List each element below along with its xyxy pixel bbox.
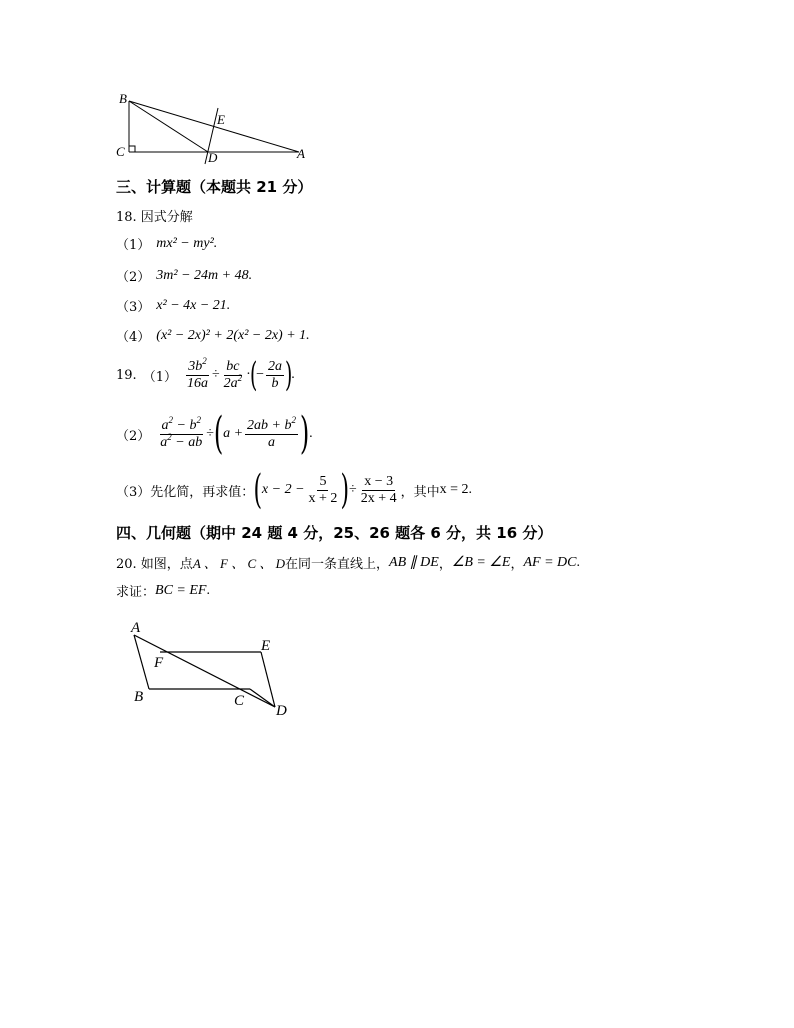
q18-item-2: （2） 3m² − 24m + 48. xyxy=(116,267,253,285)
label-e: E xyxy=(261,638,271,654)
q20-cond-2: ∠B = ∠E xyxy=(451,555,511,570)
frac-2ab-b2-a: $\frac{2ab + b^2}{a}$ xyxy=(247,414,296,450)
section-4-heading: 四、几何题（期中 24 题 4 分，25、26 题各 6 分，共 16 分） xyxy=(116,524,553,542)
label-c: C xyxy=(116,144,125,159)
q18-expr-4: (x² − 2x)² + 2(x² − 2x) + 1. xyxy=(156,327,310,343)
label-d: D xyxy=(276,703,287,719)
q20-prove-expr: BC = EF xyxy=(155,582,207,598)
frac-2a-b: $\frac{2a}{b}$ xyxy=(268,358,282,391)
q19-part-1: 19. （1） $\frac{3b^2}{16a}$ ÷ $\frac{bc}{2a^2}$ · ( − $\frac{2a}{b}$ ) . xyxy=(116,355,295,395)
label-c: C xyxy=(234,693,245,709)
figure-quadrilateral xyxy=(125,615,305,725)
label-a: A xyxy=(297,146,305,161)
q18-item-1: （1） mx² − my². xyxy=(116,235,218,253)
side-ab xyxy=(134,635,149,689)
label-b: B xyxy=(119,91,127,106)
q19-part-3: （3） 先化简，再求值： ( x − 2 − $\frac{5}{x + 2}$ ) ÷ $\frac{x - 3}{2x + 4}$ ，其中 x = 2. xyxy=(116,467,473,513)
section-3-heading: 三、计算题（本题共 21 分） xyxy=(116,178,313,196)
frac-5-x2: $\frac{5}{x + 2}$ xyxy=(308,473,338,506)
label-b: B xyxy=(134,689,144,705)
q18-item-3: （3） x² − 4x − 21. xyxy=(116,297,231,315)
frac-x3-2x4: $\frac{x - 3}{2x + 4}$ xyxy=(360,473,397,506)
q19-p3-text: 先化简，再求值： xyxy=(150,484,255,500)
figure-triangle xyxy=(110,88,320,168)
line-ad xyxy=(134,635,275,707)
q19-part-2: （2） $\frac{a^2 - b^2}{a^2 - ab}$ ÷ ( a + $\frac{2ab + b^2}{a}$ ) . xyxy=(116,408,313,459)
frac-a2b2-a2ab: $\frac{a^2 - b^2}{a^2 - ab}$ xyxy=(160,414,203,450)
q20-statement: 20. 如图，点 A 、 F 、 C 、 D 在同一条直线上， AB ∥ DE ， ∠B = ∠E ， AF = DC . xyxy=(116,554,580,572)
q18-expr-1: mx² − my². xyxy=(156,235,218,251)
segment-bd xyxy=(129,101,208,152)
frac-bc-2a2: $\frac{bc}{2a^2}$ xyxy=(223,358,243,391)
q18-item-4: （4） (x² − 2x)² + 2(x² − 2x) + 1. xyxy=(116,327,310,345)
q18-expr-2: 3m² − 24m + 48. xyxy=(156,267,253,283)
q20-cond-1: AB ∥ DE xyxy=(389,555,439,570)
q18-expr-3: x² − 4x − 21. xyxy=(156,297,231,313)
q20-prove: 求证： BC = EF . xyxy=(116,582,210,600)
right-angle-mark xyxy=(129,146,135,152)
label-a: A xyxy=(131,620,141,636)
q19-p3-cond: x = 2. xyxy=(439,482,473,497)
q20-cond-3: AF = DC xyxy=(523,554,577,570)
label-f: F xyxy=(154,655,164,671)
label-e: E xyxy=(217,112,225,127)
label-d: D xyxy=(208,150,218,165)
frac-3b2-16a: $\frac{3b^2}{16a}$ xyxy=(186,355,208,391)
q18-title: 18. 因式分解 xyxy=(116,210,193,225)
